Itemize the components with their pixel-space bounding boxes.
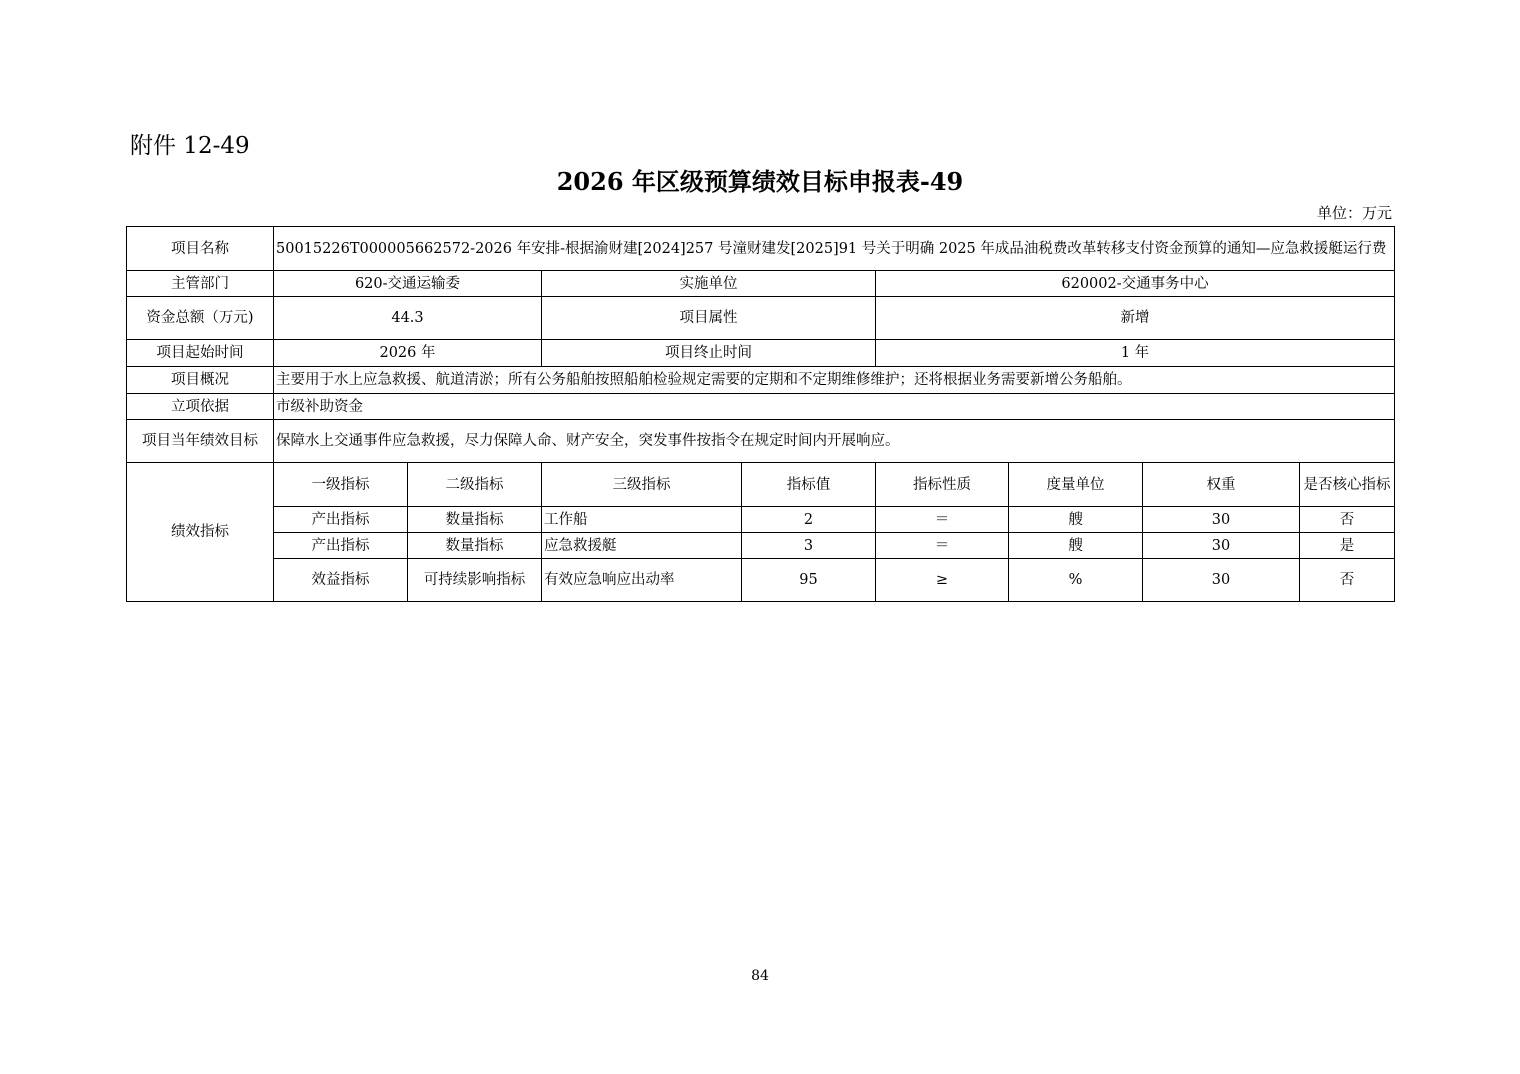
- basis-label: 立项依据: [127, 394, 274, 420]
- dept-label: 主管部门: [127, 271, 274, 297]
- attr-value: 新增: [876, 297, 1395, 340]
- indicators-section-label: 绩效指标: [127, 463, 274, 602]
- end-label: 项目终止时间: [542, 340, 876, 367]
- row-level3: 有效应急响应出动率: [542, 559, 742, 602]
- period-row: [127, 340, 1395, 367]
- indicator-header-row: [127, 463, 1395, 507]
- header-level3: 三级指标: [542, 463, 742, 507]
- row-nature: ≥: [876, 559, 1009, 602]
- row-weight: 30: [1143, 533, 1300, 559]
- end-value: 1 年: [876, 340, 1395, 367]
- fund-row: [127, 297, 1395, 340]
- row-unit: 艘: [1009, 507, 1143, 533]
- page-number: 84: [751, 968, 769, 984]
- header-unit: 度量单位: [1009, 463, 1143, 507]
- row-level2: 数量指标: [408, 533, 542, 559]
- row-nature: ＝: [876, 507, 1009, 533]
- goal-label: 项目当年绩效目标: [127, 420, 274, 463]
- project-name-value: 50015226T000005662572-2026 年安排-根据渝财建[2024]257 号潼财建发[2025]91 号关于明确 2025 年成品油税费改革转移支付资金预算的通知—应急救援艇运行费: [274, 227, 1395, 271]
- overview-label: 项目概况: [127, 367, 274, 394]
- row-core: 是: [1300, 533, 1395, 559]
- table-row: [127, 533, 1395, 559]
- overview-value: 主要用于水上应急救援、航道清淤；所有公务船舶按照船舶检验规定需要的定期和不定期维修维护；还将根据业务需要新增公务船舶。: [274, 367, 1395, 394]
- unit-label: 单位：万元: [1316, 204, 1392, 222]
- overview-row: [127, 367, 1395, 394]
- fund-value: 44.3: [274, 297, 542, 340]
- table-row: [127, 507, 1395, 533]
- row-weight: 30: [1143, 559, 1300, 602]
- header-nature: 指标性质: [876, 463, 1009, 507]
- row-value: 2: [742, 507, 876, 533]
- basis-row: [127, 394, 1395, 420]
- attachment-label: 附件 12-49: [130, 133, 250, 159]
- row-level1: 产出指标: [274, 533, 408, 559]
- goal-row: [127, 420, 1395, 463]
- basis-value: 市级补助资金: [274, 394, 1395, 420]
- row-level1: 产出指标: [274, 507, 408, 533]
- row-level2: 可持续影响指标: [408, 559, 542, 602]
- department-row: [127, 271, 1395, 297]
- page-title: 2026 年区级预算绩效目标申报表-49: [556, 167, 964, 196]
- row-nature: ＝: [876, 533, 1009, 559]
- row-weight: 30: [1143, 507, 1300, 533]
- row-level3: 工作船: [542, 507, 742, 533]
- start-label: 项目起始时间: [127, 340, 274, 367]
- dept-value: 620-交通运输委: [274, 271, 542, 297]
- goal-value: 保障水上交通事件应急救援，尽力保障人命、财产安全，突发事件按指令在规定时间内开展响应。: [274, 420, 1395, 463]
- start-value: 2026 年: [274, 340, 542, 367]
- row-value: 3: [742, 533, 876, 559]
- row-core: 否: [1300, 507, 1395, 533]
- project-name-row: [127, 227, 1395, 271]
- table-row: [127, 559, 1395, 602]
- header-level1: 一级指标: [274, 463, 408, 507]
- header-value: 指标值: [742, 463, 876, 507]
- row-value: 95: [742, 559, 876, 602]
- budget-performance-table: [126, 226, 1395, 602]
- row-level2: 数量指标: [408, 507, 542, 533]
- header-weight: 权重: [1143, 463, 1300, 507]
- attr-label: 项目属性: [542, 297, 876, 340]
- row-level1: 效益指标: [274, 559, 408, 602]
- header-level2: 二级指标: [408, 463, 542, 507]
- row-unit: %: [1009, 559, 1143, 602]
- impl-label: 实施单位: [542, 271, 876, 297]
- row-unit: 艘: [1009, 533, 1143, 559]
- header-core: 是否核心指标: [1300, 463, 1395, 507]
- impl-value: 620002-交通事务中心: [876, 271, 1395, 297]
- project-name-label: 项目名称: [127, 227, 274, 271]
- fund-label: 资金总额（万元): [127, 297, 274, 340]
- row-core: 否: [1300, 559, 1395, 602]
- row-level3: 应急救援艇: [542, 533, 742, 559]
